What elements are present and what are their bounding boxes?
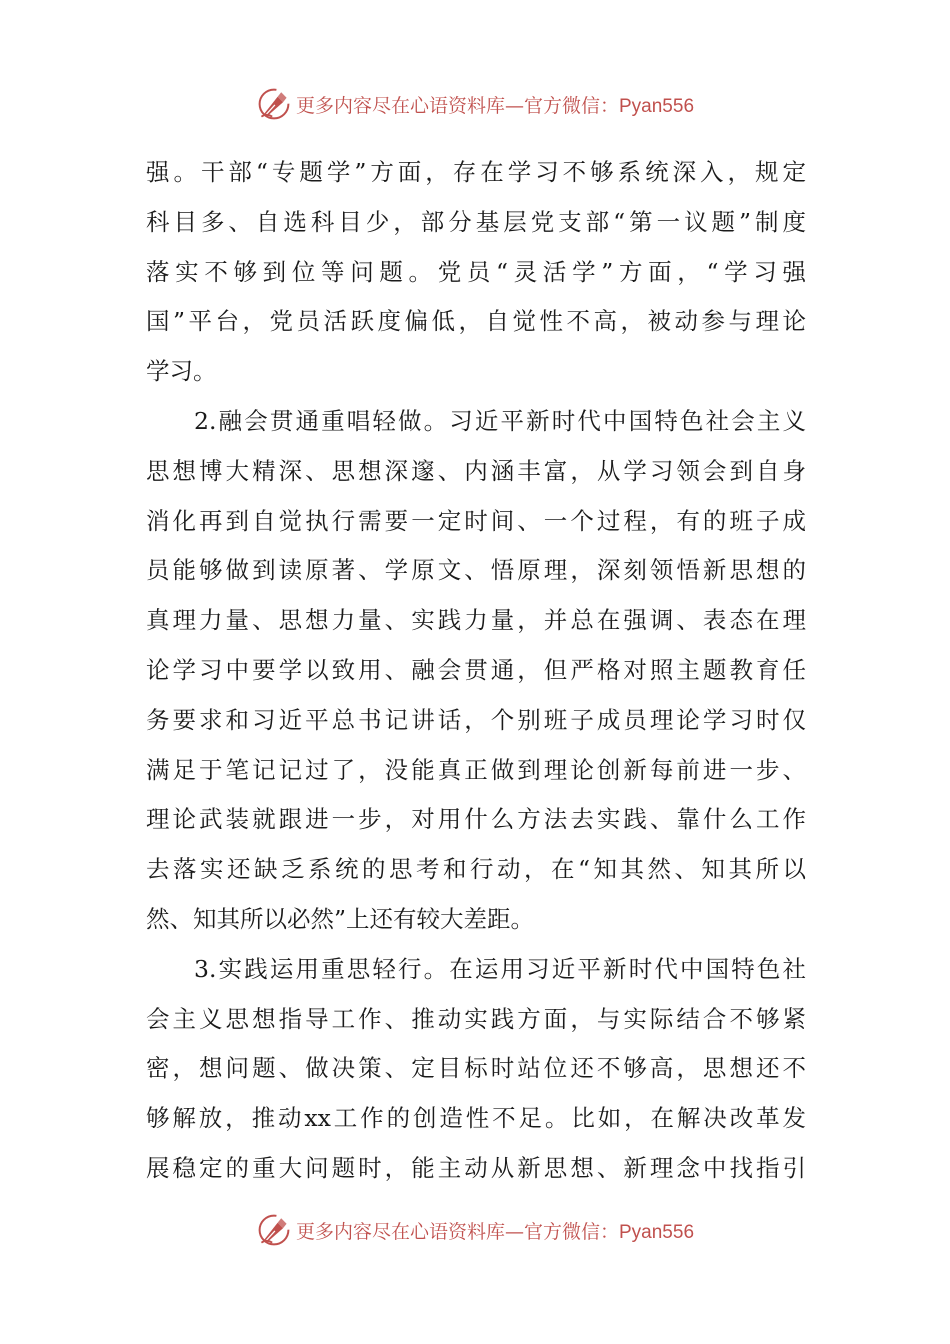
text-line: 员能够做到读原著、学原文、悟原理，深刻领悟新思想的 (146, 556, 806, 585)
text-line: 论学习中要学以致用、融会贯通，但严格对照主题教育任 (146, 655, 806, 684)
text-line: 落实不够到位等问题。党员“灵活学”方面，“学习强 (146, 257, 806, 286)
text-line: 思想博大精深、思想深邃、内涵丰富，从学习领会到自身 (146, 456, 806, 485)
text-line: 国”平台，党员活跃度偏低，自觉性不高，被动参与理论 (146, 307, 806, 336)
paragraph-heading-line: 3.实践运用重思轻行。在运用习近平新时代中国特色社 (194, 954, 806, 983)
watermark-text: 更多内容尽在心语资料库—官方微信：Pyan556 (295, 1220, 695, 1243)
text-line: 科目多、自选科目少，部分基层党支部“第一议题”制度 (146, 207, 806, 236)
document-body (146, 148, 806, 1194)
text-line: 消化再到自觉执行需要一定时间、一个过程，有的班子成 (146, 506, 806, 535)
text-line: 理论武装就跟进一步，对用什么方法去实践、靠什么工作 (146, 805, 806, 834)
text-line: 务要求和习近平总书记讲话，个别班子成员理论学习时仅 (146, 705, 806, 734)
paragraph-heading-line: 2.融会贯通重唱轻做。习近平新时代中国特色社会主义 (194, 406, 806, 435)
watermark-banner-bottom (0, 1210, 950, 1250)
pen-nib-logo-icon (256, 1212, 292, 1248)
text-line: 真理力量、思想力量、实践力量，并总在强调、表态在理 (146, 606, 806, 635)
text-line: 够解放，推动xx工作的创造性不足。比如，在解决改革发 (146, 1104, 806, 1133)
pen-nib-logo-icon (256, 86, 292, 122)
watermark-text: 更多内容尽在心语资料库—官方微信：Pyan556 (295, 94, 695, 117)
text-line: 会主义思想指导工作、推动实践方面，与实际结合不够紧 (146, 1004, 806, 1033)
wechat-id: Pyan556 (619, 95, 695, 117)
wechat-id: Pyan556 (619, 1221, 695, 1243)
text-line: 强。干部“专题学”方面，存在学习不够系统深入，规定 (146, 158, 806, 186)
text-line: 满足于笔记记过了，没能真正做到理论创新每前进一步、 (146, 755, 806, 784)
text-line: 展稳定的重大问题时，能主动从新思想、新理念中找指引 (146, 1153, 806, 1182)
text-line: 去落实还缺乏系统的思考和行动，在“知其然、知其所以 (146, 855, 806, 884)
watermark-banner-top (0, 84, 950, 124)
text-line: 然、知其所以必然”上还有较大差距。 (146, 904, 535, 933)
text-line: 密，想问题、做决策、定目标时站位还不够高，思想还不 (146, 1054, 806, 1083)
text-line: 学习。 (146, 357, 217, 386)
